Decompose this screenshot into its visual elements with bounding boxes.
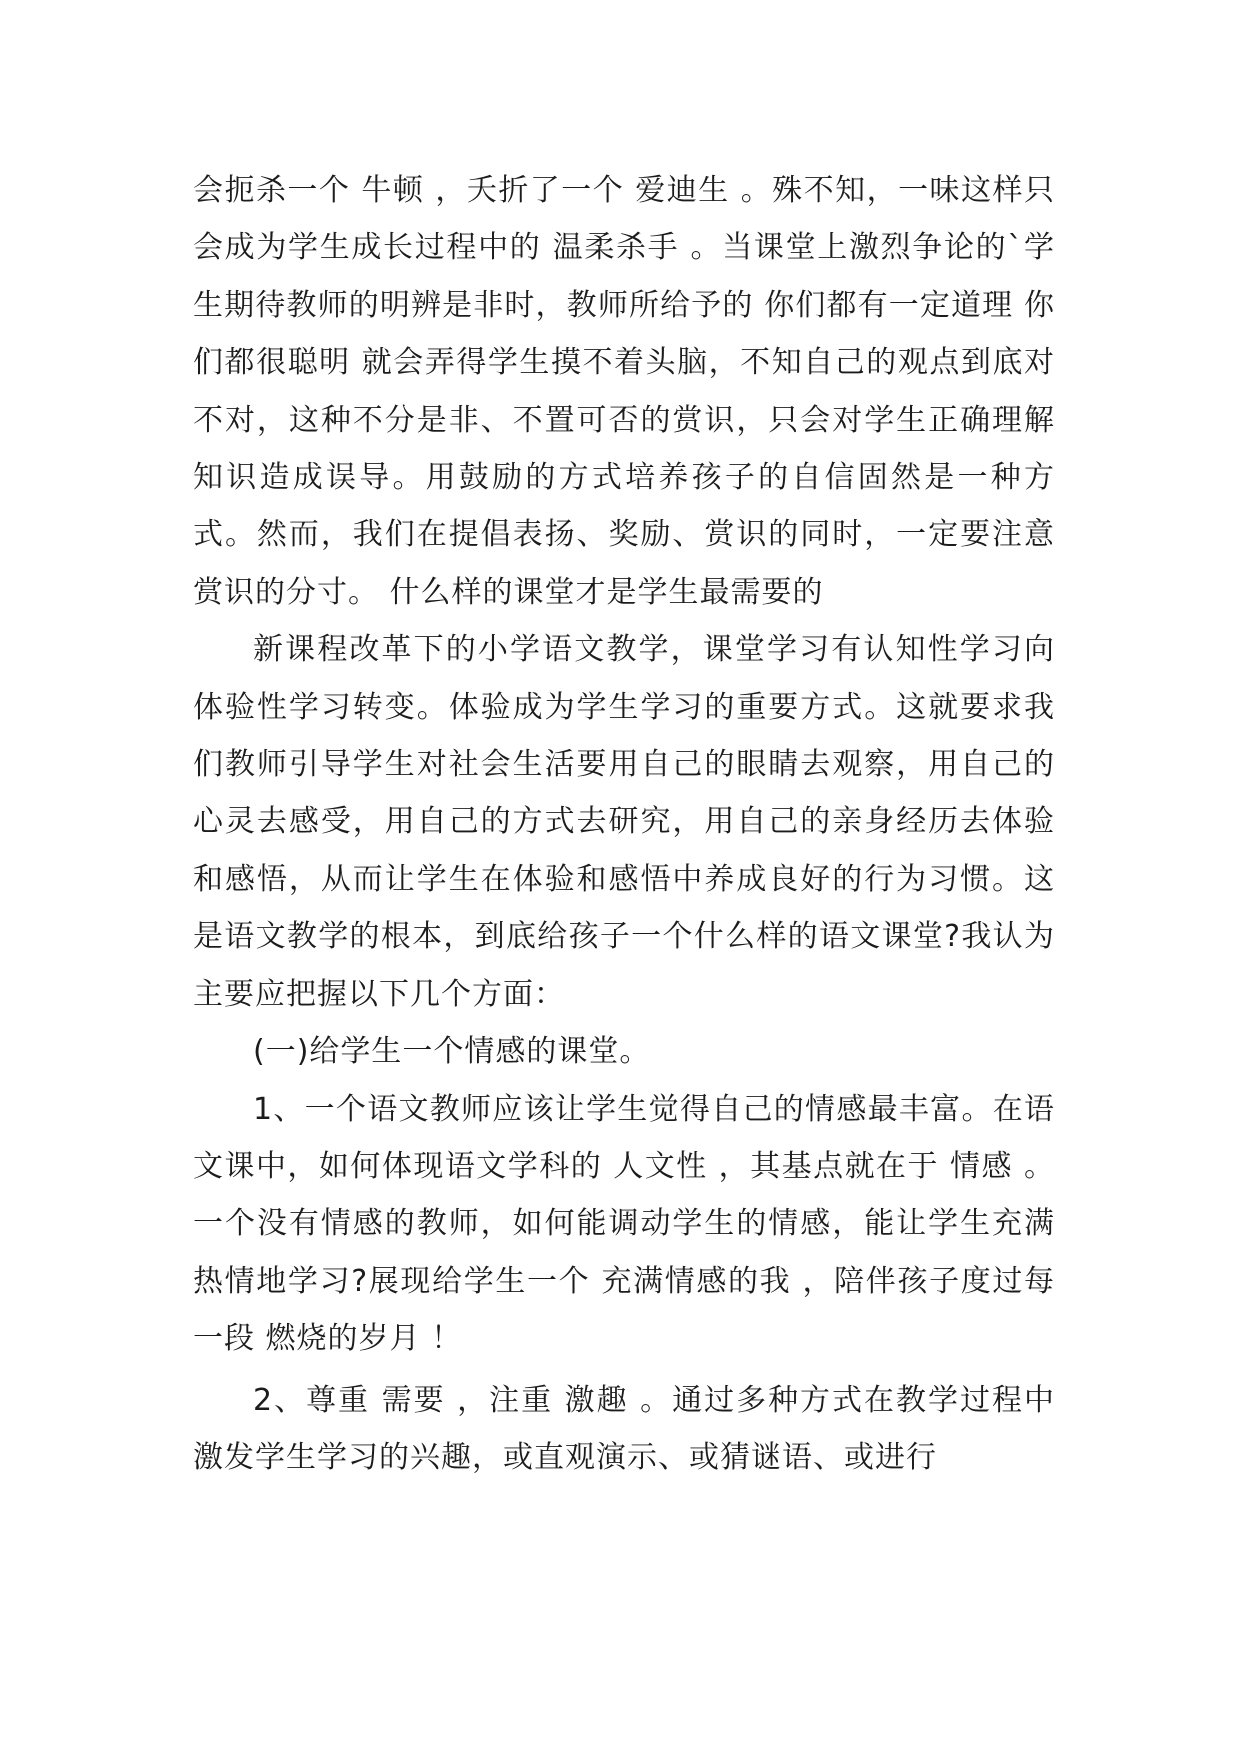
paragraph-point-1: 1、一个语文教师应该让学生觉得自己的情感最丰富。在语文课中，如何体现语文学科的 人文性 ，其基点就在于 情感 。一个没有情感的教师，如何能调动学生的情感，能让学生充满热情地学习?展现给学生一个 充满情感的我 ，陪伴孩子度过每一段 燃烧的岁月 ！ <box>193 1091 1055 1357</box>
section-heading-emotional-classroom: (一)给学生一个情感的课堂。 <box>253 1034 651 1070</box>
paragraph-new-curriculum: 新课程改革下的小学语文教学，课堂学习有认知性学习向体验性学习转变。体验成为学生学习的重要方式。这就要求我们教师引导学生对社会生活要用自己的眼睛去观察，用自己的心灵去感受，用自己的方式去研究，用自己的亲身经历去体验和感悟，从而让学生在体验和感悟中养成良好的行为习惯。这是语文教学的根本，到底给孩子一个什么样的语文课堂?我认为主要应把握以下几个方面： <box>193 632 1055 1012</box>
paragraph-continuation: 会扼杀一个 牛顿 ，夭折了一个 爱迪生 。殊不知，一味这样只会成为学生成长过程中的 温柔杀手 。当课堂上激烈争论的`学生期待教师的明辨是非时，教师所给予的 你们都有一定道理 你们都很聪明 就会弄得学生摸不着头脑，不知自己的观点到底对不对，这种不分是非、不置可否的赏识，只会对学生正确理解知识造成误导。用鼓励的方式培养孩子的自信固然是一种方式。然而，我们在提倡表扬、奖励、赏识的同时，一定要注意赏识的分寸。 什么样的课堂才是学生最需要的 <box>193 173 1055 610</box>
paragraph-point-2: 2、尊重 需要 ，注重 激趣 。通过多种方式在教学过程中激发学生学习的兴趣，或直观演示、或猜谜语、或进行 <box>193 1382 1055 1475</box>
document-body <box>193 162 1055 1486</box>
